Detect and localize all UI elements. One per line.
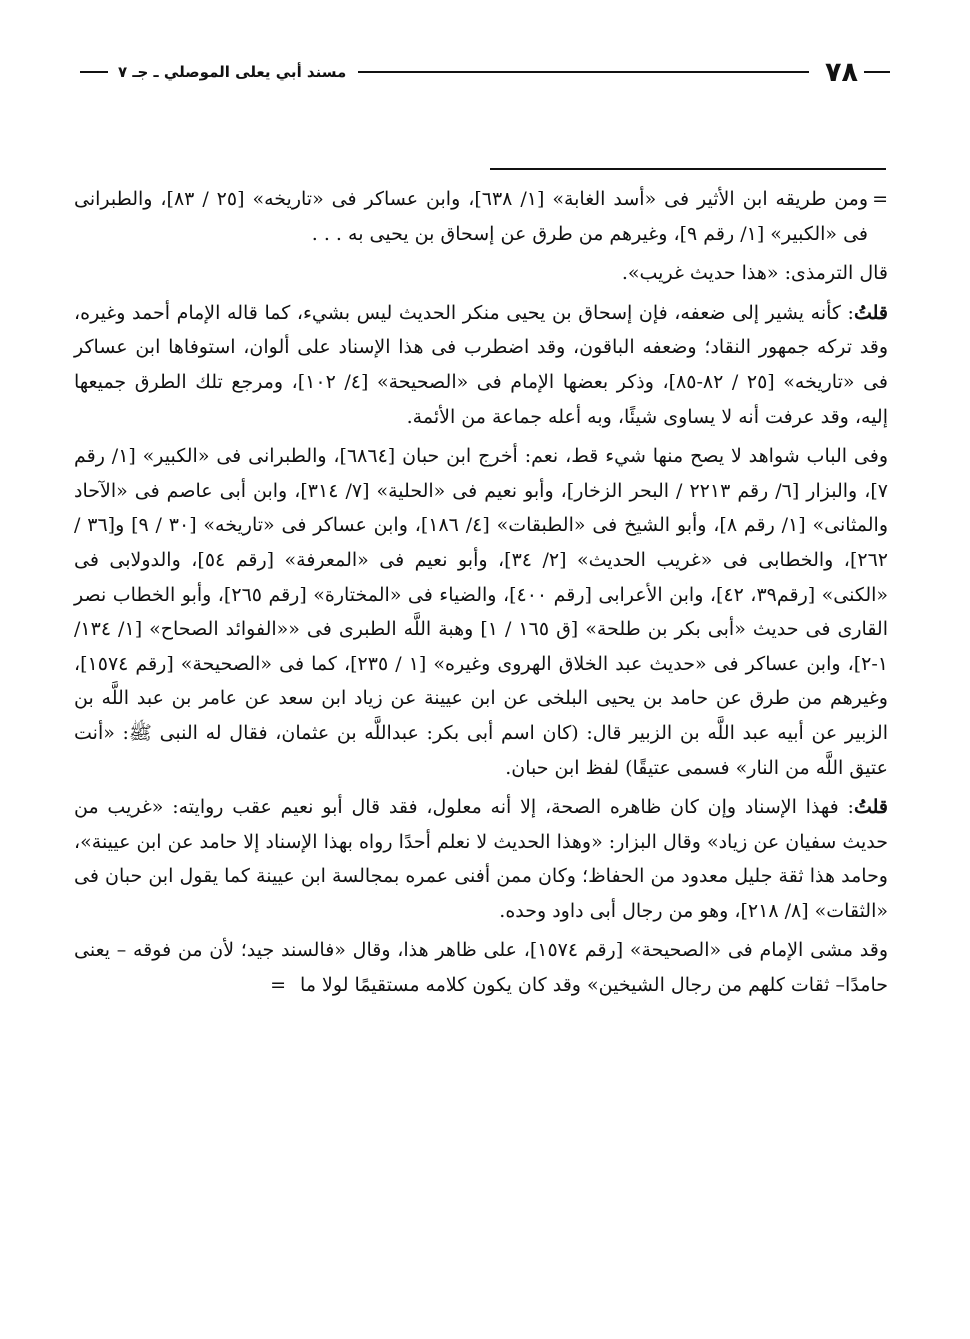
paragraph-text: وقد مشى الإمام فى «الصحيحة» [رقم ١٥٧٤]، على ظاهر هذا، وقال «فالسند جيد؛ لأن من فوقه – يعنى حامدًا– ثقات كلهم من رجال الشيخين» وقد كان يكون كلامه مستقيمًا لولا ما	[74, 939, 888, 997]
footnote-paragraph	[74, 182, 888, 251]
footnote-separator	[490, 168, 886, 170]
paragraph-text: : كأنه يشير إلى ضعفه، فإن إسحاق بن يحيى منكر الحديث ليس بشيء، كما قاله الإمام أحمد وغيره، وقد تركه جمهور النقاد؛ وضعفه الباقون، وقد اضطرب فى هذا الإسناد على ألوان، استوفاها ابن عساكر فى «تاريخه» [٢٥ / ٨٢-٨٥]، وذكر بعضها الإمام فى «الصحيحة» [٤/ ١٠٢]، ومرجع تلك الطرق جميعها إليه، وقد عرفت أنه لا يساوى شيئًا، وبه أعله جماعة من الأئمة.	[74, 301, 888, 428]
page-number: ٧٨	[825, 56, 858, 88]
header-dash	[864, 71, 890, 73]
footnote-paragraph	[74, 790, 888, 928]
header-rule	[358, 71, 809, 73]
paragraph-text: : فهذا الإسناد وإن كان ظاهره الصحة، إلا أنه معلول، فقد قال أبو نعيم عقب روايته: «غريب من حديث سفيان عن زياد» وقال البزار: «وهذا الحديث لا نعلم أحدًا رواه بهذا الإسناد إلا حامد عن ابن عيينة»، وحامد هذا ثقة جليل معدود من الحفاظ؛ وكان ممن أفنى عمره بمجالسة ابن عيينة كما يقول ابن حبان فى «الثقات» [٨/ ٢١٨]، وهو من رجال أبى داود وحده.	[74, 796, 888, 922]
paragraph-lead-word: قلتُ	[853, 796, 888, 819]
footnote-paragraph	[74, 439, 888, 785]
footnote-text	[74, 182, 888, 1008]
footnote-paragraph	[74, 296, 888, 434]
paragraph-text: قال الترمذى: «هذا حديث غريب».	[621, 262, 888, 285]
footnote-paragraph	[74, 256, 888, 291]
continuation-mark-start: =	[872, 188, 888, 210]
paragraph-lead-word: قلتُ	[853, 301, 888, 324]
paragraph-text: وفى الباب شواهد لا يصح منها شيء قط، نعم: أخرج ابن حبان [٦٨٦٤]، والطبرانى فى «الكبير» [١/ رقم ٧]، والبزار [٦/ رقم ٢٢١٣ / البحر الزخار]، وأبو نعيم فى «الحلية» [٧/ ٣١٤]، وابن أبى عاصم فى «الآحاد والمثانى» [١/ رقم ٨]، وأبو الشيخ فى «الطبقات» [٤/ ١٨٦]، وابن عساكر فى «تاريخه» [٣٠ / ٩] و[٣٦ / ٢٦٢]، والخطابى فى «غريب الحديث» [٢/ ٣٤]، وأبو نعيم فى «المعرفة» [رقم ٥٤]، والدولابى فى «الكنى» [رقم٣٩، ٤٢]، وابن الأعرابى [رقم ٤٠٠]، والضياء فى «المختارة» [رقم ٢٦٥]، وأبو الخطاب نصر القارى فى حديث «أبى بكر بن طلحة» [ق ١٦٥ / ١] وهبة اللَّه الطبرى فى ««الفوائد الصحاح» [١/ ١٣٤/ ١-٢]، وابن عساكر فى «حديث عبد الخلاق الهروى وغيره» [١ / ٢٣٥]، كما فى «الصحيحة» [رقم ١٥٧٤]، وغيرهم من طرق عن حامد بن يحيى البلخى عن ابن عيينة عن زياد ابن سعد عن عامر بن عبد اللَّه بن الزبير عن أبيه عبد اللَّه بن الزبير قال: (كان اسم أبى بكر: عبداللَّه بن عثمان، فقال له النبى ﷺ: «أنت عتيق اللَّه من النار» فسمى عتيقًا) لفظ ابن حبان.	[74, 445, 889, 779]
running-header	[80, 54, 890, 90]
paragraph-text: ومن طريقه ابن الأثير فى «أسد الغابة» [١/ ٦٣٨]، وابن عساكر فى «تاريخه» [٢٥ / ٨٣]، والطبرانى فى «الكبير» [١/ رقم ٩]، وغيرهم من طرق عن إسحاق بن يحيى به . . .	[74, 188, 869, 245]
continuation-mark-end: =	[270, 974, 286, 997]
header-dash	[80, 71, 108, 73]
footnote-paragraph	[74, 933, 888, 1002]
book-title: مسند أبي يعلى الموصلي ـ جـ ٧	[118, 63, 347, 81]
